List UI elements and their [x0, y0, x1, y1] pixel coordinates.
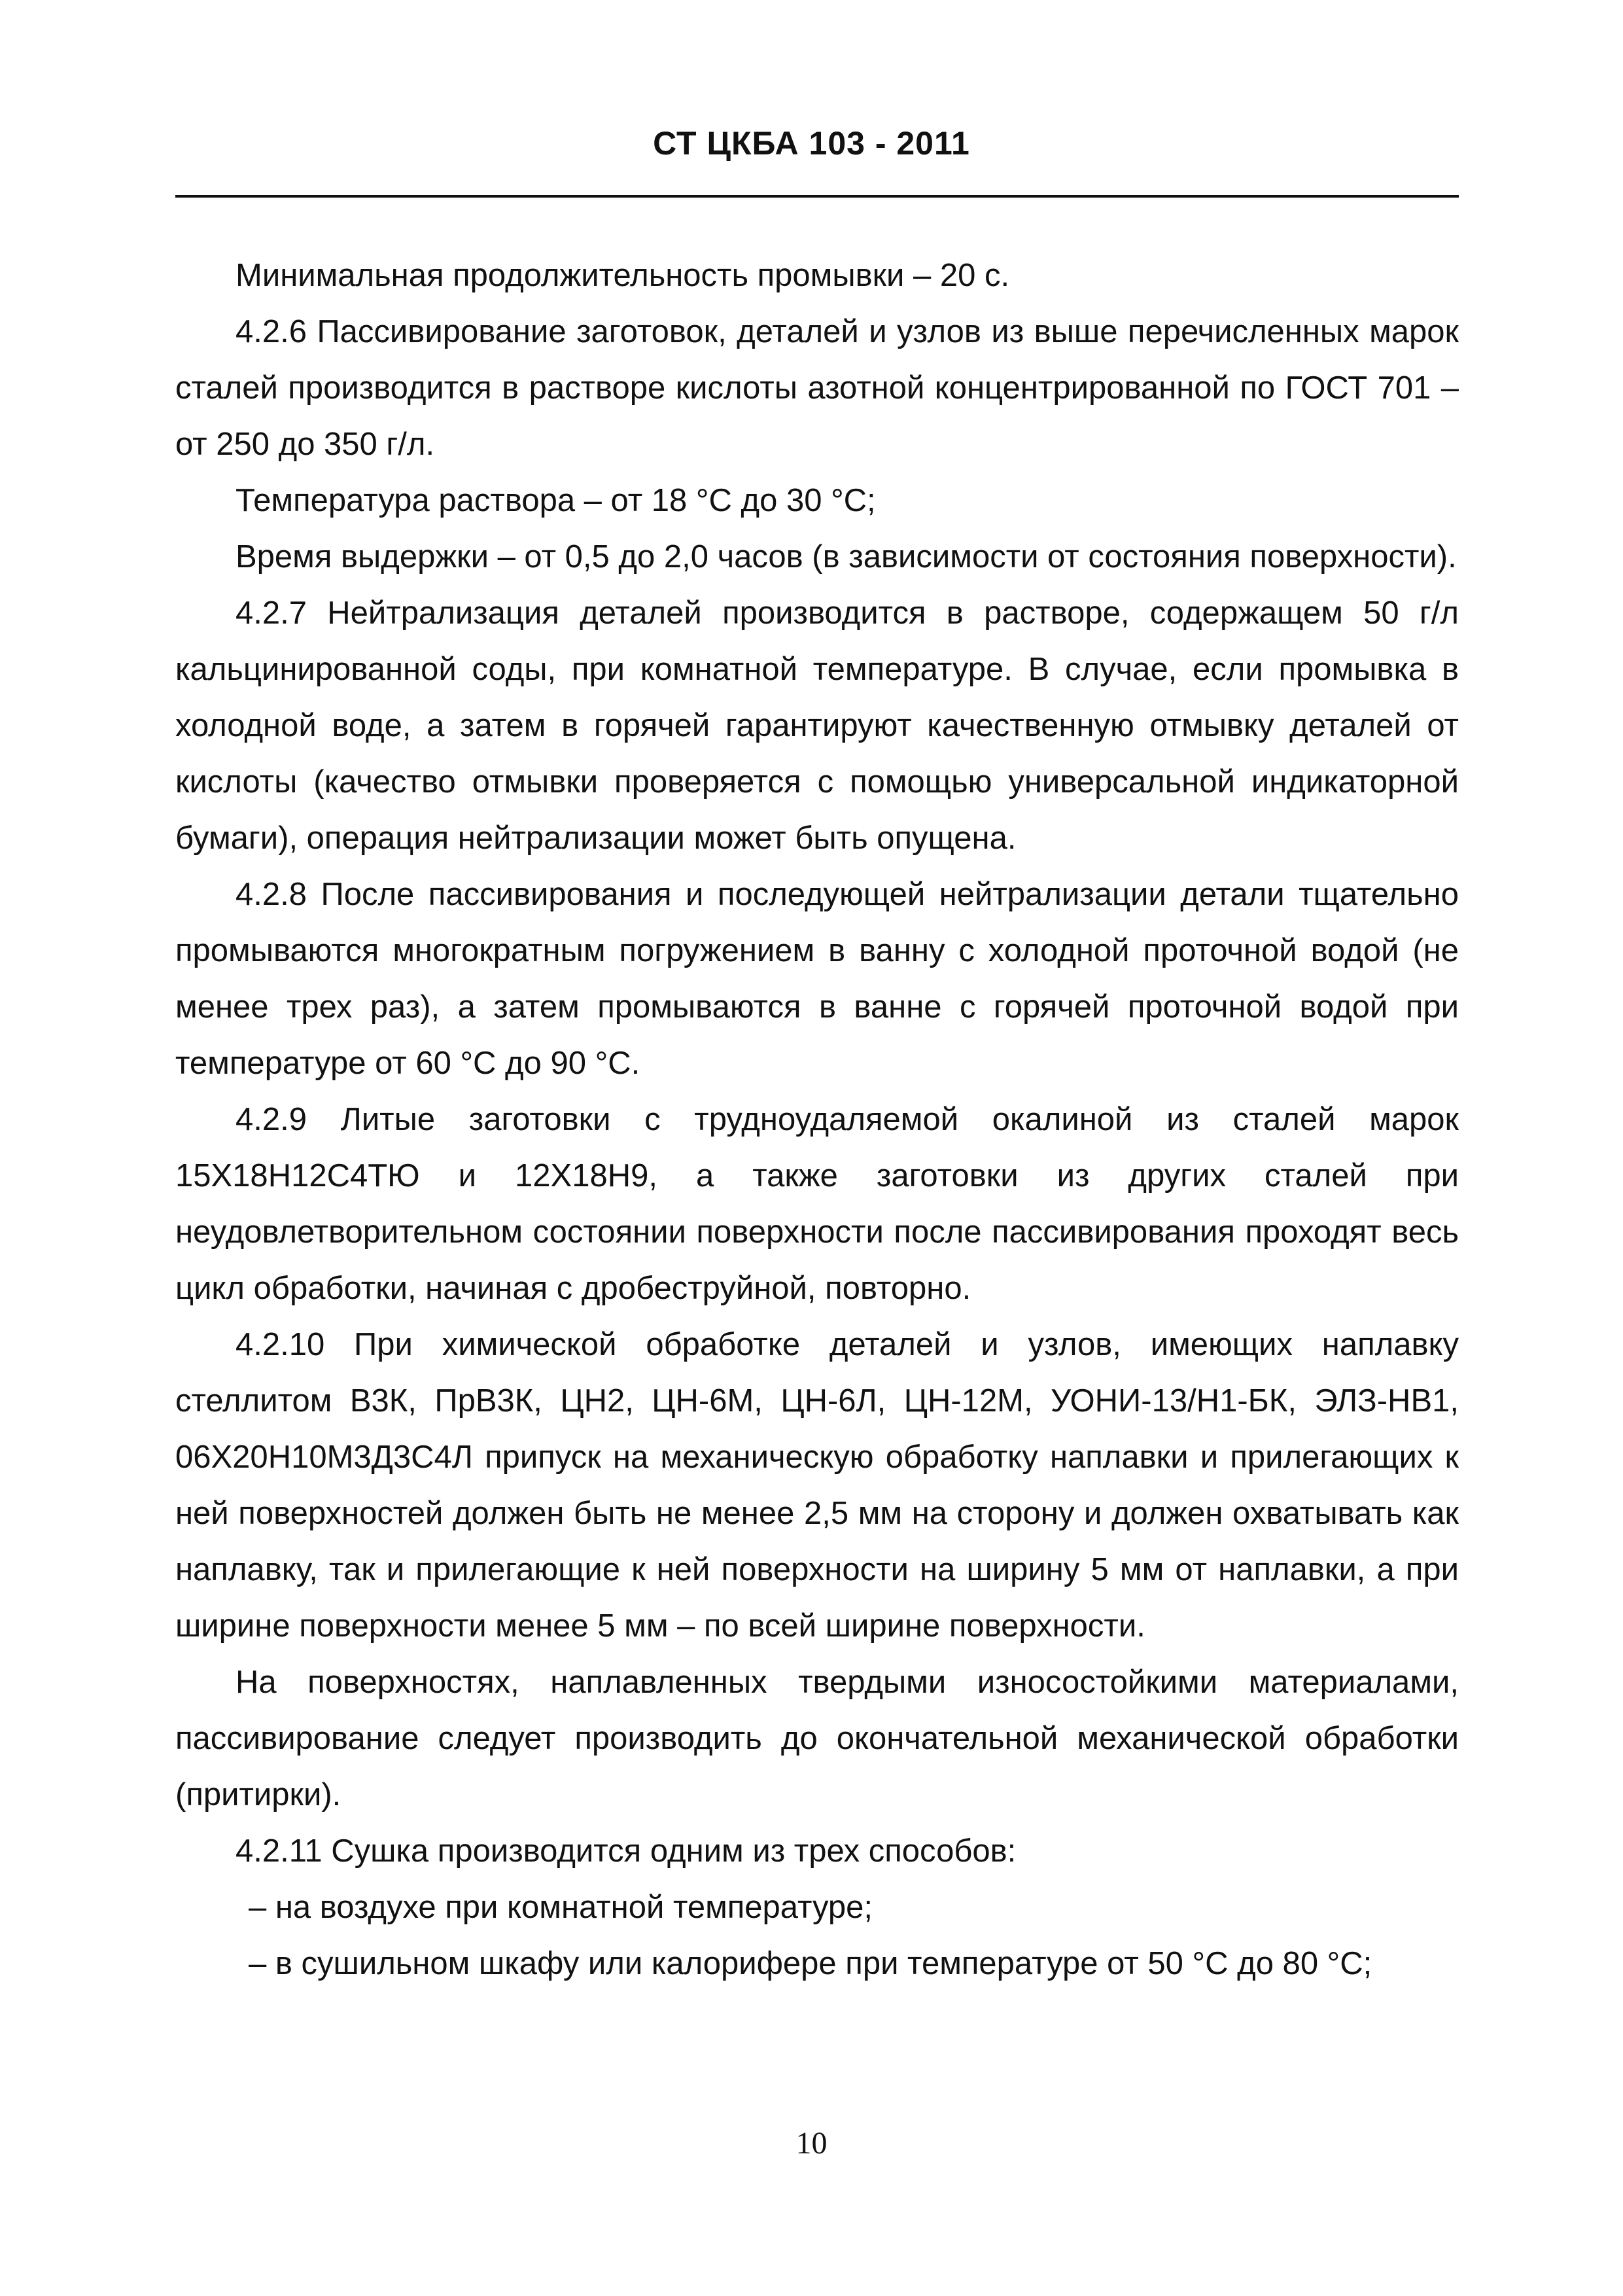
paragraph-solution-temperature: Температура раствора – от 18 °С до 30 °С; — [236, 483, 876, 518]
paragraph-rinse-duration: Минимальная продолжительность промывки – 20 с. — [236, 258, 1010, 293]
paragraph-4-2-10: 4.2.10 При химической обработке деталей и узлов, имеющих наплавку стеллитом В3К, ПрВ3К, ЦН2, ЦН-6М, ЦН-6Л, ЦН-12М, УОНИ-13/Н1-БК, ЭЛЗ-НВ1, 06Х20Н10М3Д3С4Л припуск на механическую обработку наплавки и прилегающих к ней поверхностей должен быть не менее 2,5 мм на сторону и должен охватывать как наплавку, так и прилегающие к ней поверхности на ширину 5 мм от наплавки, а при ширине поверхности менее 5 мм – по всей ширине поверхности. — [175, 1327, 1459, 1644]
paragraph-4-2-11: 4.2.11 Сушка производится одним из трех способов: — [236, 1833, 1017, 1869]
paragraph-4-2-9: 4.2.9 Литые заготовки с трудноудаляемой окалиной из сталей марок 15Х18Н12С4ТЮ и 12Х18Н9, а также заготовки из других сталей при неудовлетворительном состоянии поверхности после пассивирования проходят весь цикл обработки, начиная с дробеструйной, повторно. — [175, 1102, 1459, 1306]
header-divider — [175, 195, 1459, 198]
document-body — [175, 247, 1459, 1992]
paragraph-4-2-8: 4.2.8 После пассивирования и последующей нейтрализации детали тщательно промываются многократным погружением в ванну с холодной проточной водой (не менее трех раз), а затем промываются в ванне с горячей проточной водой при температуре от 60 °С до 90 °С. — [175, 877, 1459, 1081]
list-item-air-drying: – на воздухе при комнатной температуре; — [249, 1890, 873, 1925]
paragraph-4-2-7: 4.2.7 Нейтрализация деталей производится в растворе, содержащем 50 г/л кальцинированной соды, при комнатной температуре. В случае, если промывка в холодной воде, а затем в горячей гарантируют качественную отмывку деталей от кислоты (качество отмывки проверяется с помощью универсальной индикаторной бумаги), операция нейтрализации может быть опущена. — [175, 595, 1459, 856]
page-number: 10 — [795, 2126, 828, 2161]
paragraph-hardfaced-surfaces: На поверхностях, наплавленных твердыми износостойкими материалами, пассивирование следует производить до окончательной механической обработки (притирки). — [175, 1665, 1459, 1812]
paragraph-exposure-time: Время выдержки – от 0,5 до 2,0 часов (в зависимости от состояния поверхности). — [236, 539, 1457, 574]
paragraph-4-2-6: 4.2.6 Пассивирование заготовок, деталей и узлов из выше перечисленных марок сталей производится в растворе кислоты азотной концентрированной по ГОСТ 701 – от 250 до 350 г/л. — [175, 314, 1459, 462]
list-item-oven-drying: – в сушильном шкафу или калорифере при температуре от 50 °С до 80 °С; — [249, 1946, 1372, 1981]
document-header-title: СТ ЦКБА 103 - 2011 — [653, 125, 970, 162]
